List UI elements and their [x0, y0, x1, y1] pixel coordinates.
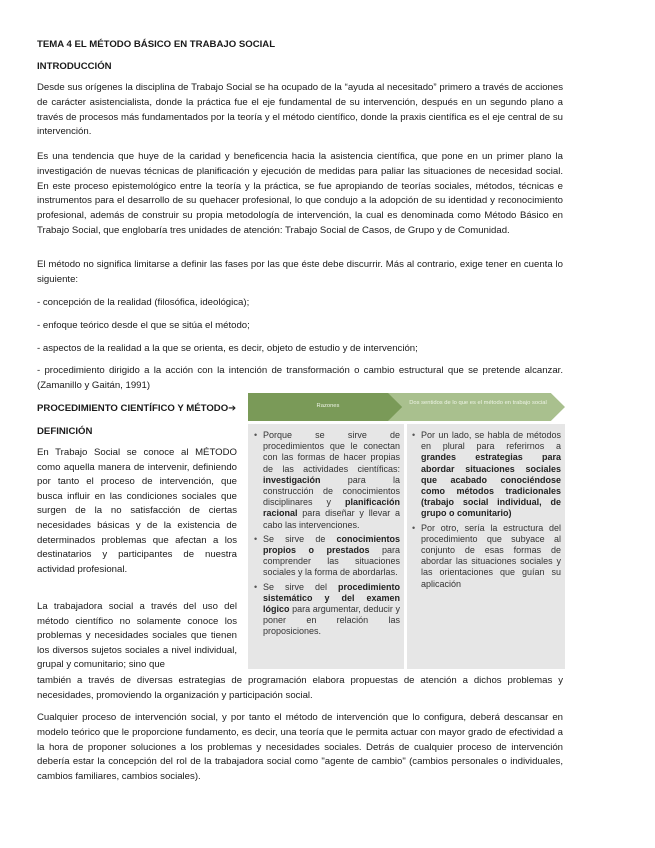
list-item-approach: - enfoque teórico desde el que se sitúa el método;: [37, 320, 250, 331]
emphasis-text: conocimientos propios o prestados: [263, 533, 400, 556]
list-item-procedure: - procedimiento dirigido a la acción con la intención de transformación o cambio estructural que se pretende alcanzar. (Zamanillo y Gaitán, 1991): [37, 365, 563, 391]
sense-item: [412, 430, 561, 520]
continuation-paragraph: también a través de diversas estrategias de programación elabora propuestas de atención a dichos problemas y necesidades, promoviendo la organización y participación social.: [37, 675, 563, 701]
section-heading: PROCEDIMIENTO CIENTÍFICO Y MÉTODO➔: [37, 403, 237, 414]
intro-heading: INTRODUCCIÓN: [37, 61, 112, 72]
reason-item: [254, 582, 400, 638]
item-text: Por otro, sería la estructura del procedimiento que subyace al conjunto de esas formas de abordar las situaciones sociales y las orientaciones que guían su aplicación: [421, 522, 561, 589]
emphasis-text: procedimiento sistemático y del examen lógico: [263, 581, 400, 615]
sense-item: [412, 523, 561, 590]
document-title: TEMA 4 EL MÉTODO BÁSICO EN TRABAJO SOCIAL: [37, 39, 276, 50]
item-text: Porque se sirve de procedimientos que le conectan con las formas de hacer propias de las actividades científicas:: [263, 430, 400, 474]
emphasis-text: grandes estrategias para abordar situaciones sociales que acabado conociéndose como métodos tradicionales (trabajo social individual, de grupo o comunitario): [421, 452, 561, 519]
method-diagram: [248, 393, 565, 669]
item-text: para comprender las situaciones sociales y la forma de abordarlas.: [263, 545, 401, 578]
senses-arrow: [388, 393, 565, 421]
senses-label: Dos sentidos de lo que es el método en trabajo social: [409, 400, 547, 406]
reasons-list: [248, 424, 404, 638]
item-text: para argumentar, deducir y poner en relación las proposiciones.: [263, 604, 400, 637]
intro-paragraph-2: Es una tendencia que huye de la caridad y beneficencia hacia la asistencia científica, que pone en un primer plano la investigación de nuevas técnicas de planificación y ejecución de medidas para paliar las situaciones de necesidad social. En este proceso epistemológico entre la teoría y la práctica, se fue apropiando de teorías sociales, métodos, técnicas e instrumentos para el desarrollo de su quehacer profesional, lo que condujo a la adopción de su identidad y reconocimiento profesional, además de construir su propia metodología de intervención, la cual es denominada como Método Básico en Trabajo Social, que englobaría tres unidades de atención: Trabajo Social de Casos, de Grupo y de Comunidad.: [37, 151, 563, 236]
reason-item: [254, 534, 400, 579]
item-text: Se sirve del: [263, 581, 338, 592]
item-text: Por un lado, se habla de métodos en plural para referirnos a: [421, 430, 561, 452]
definition-heading: DEFINICIÓN: [37, 426, 93, 437]
list-item-conception: - concepción de la realidad (filosófica, ideológica);: [37, 297, 250, 308]
reasons-panel: [248, 424, 404, 669]
intro-paragraph-1: Desde sus orígenes la disciplina de Trabajo Social se ha ocupado de la “ayuda al necesitado” primero a través de acciones de carácter asistencialista, donde la práctica fue el eje fundamental de su intervención, después en un segundo plano a través de procesos más fundamentados por la teoría y el método científico, donde la praxis científica es el eje central de su intervención.: [37, 82, 563, 138]
senses-panel: [407, 424, 565, 669]
senses-list: [407, 424, 565, 590]
social-worker-paragraph: La trabajadora social a través del uso del método científico no solamente conoce los problemas y necesidades sociales que tienen los diversos sujetos sociales a nivel individual, grupal y comunitario; sino que: [37, 601, 237, 671]
reason-item: [254, 430, 400, 531]
emphasis-text: investigación: [263, 474, 321, 485]
intro-paragraph-3: El método no significa limitarse a definir las fases por las que éste debe discurrir. Más al contrario, exige tener en cuenta lo siguiente:: [37, 259, 563, 285]
final-paragraph: Cualquier proceso de intervención social, y por tanto el método de intervención que lo configura, deberá descansar en modelo teórico que le proporcione fundamento, es decir, una teoría que le permita actuar con mayor grado de efectividad a la hora de proponer soluciones a los problemas y necesidades sociales. Detrás de cualquier proceso de intervención debería estar la concepción del rol de la trabajadora social como "agente de cambio" (cambios personales o individuales, cambios familiares, cambios sociales).: [37, 712, 563, 783]
item-text: para diseñar y llevar a cabo las intervenciones.: [263, 508, 400, 530]
item-text: Se sirve de: [263, 533, 337, 544]
emphasis-text: planificación racional: [263, 497, 400, 519]
definition-paragraph: En Trabajo Social se conoce al MÉTODO como aquella manera de intervenir, definiendo por tanto el proceso de intervención, que busca influir en las condiciones sociales que surgen de la no satisfacción de ciertas necesidades básicas y de la existencia de determinados problemas que afectan a los destinatarios y participantes de nuestra actividad profesional.: [37, 447, 237, 575]
item-text: para la construcción de conocimientos disciplinares y: [263, 474, 400, 508]
reasons-label: Razones: [316, 403, 340, 409]
list-item-aspects: - aspectos de la realidad a la que se orienta, es decir, objeto de estudio y de intervención;: [37, 343, 418, 354]
